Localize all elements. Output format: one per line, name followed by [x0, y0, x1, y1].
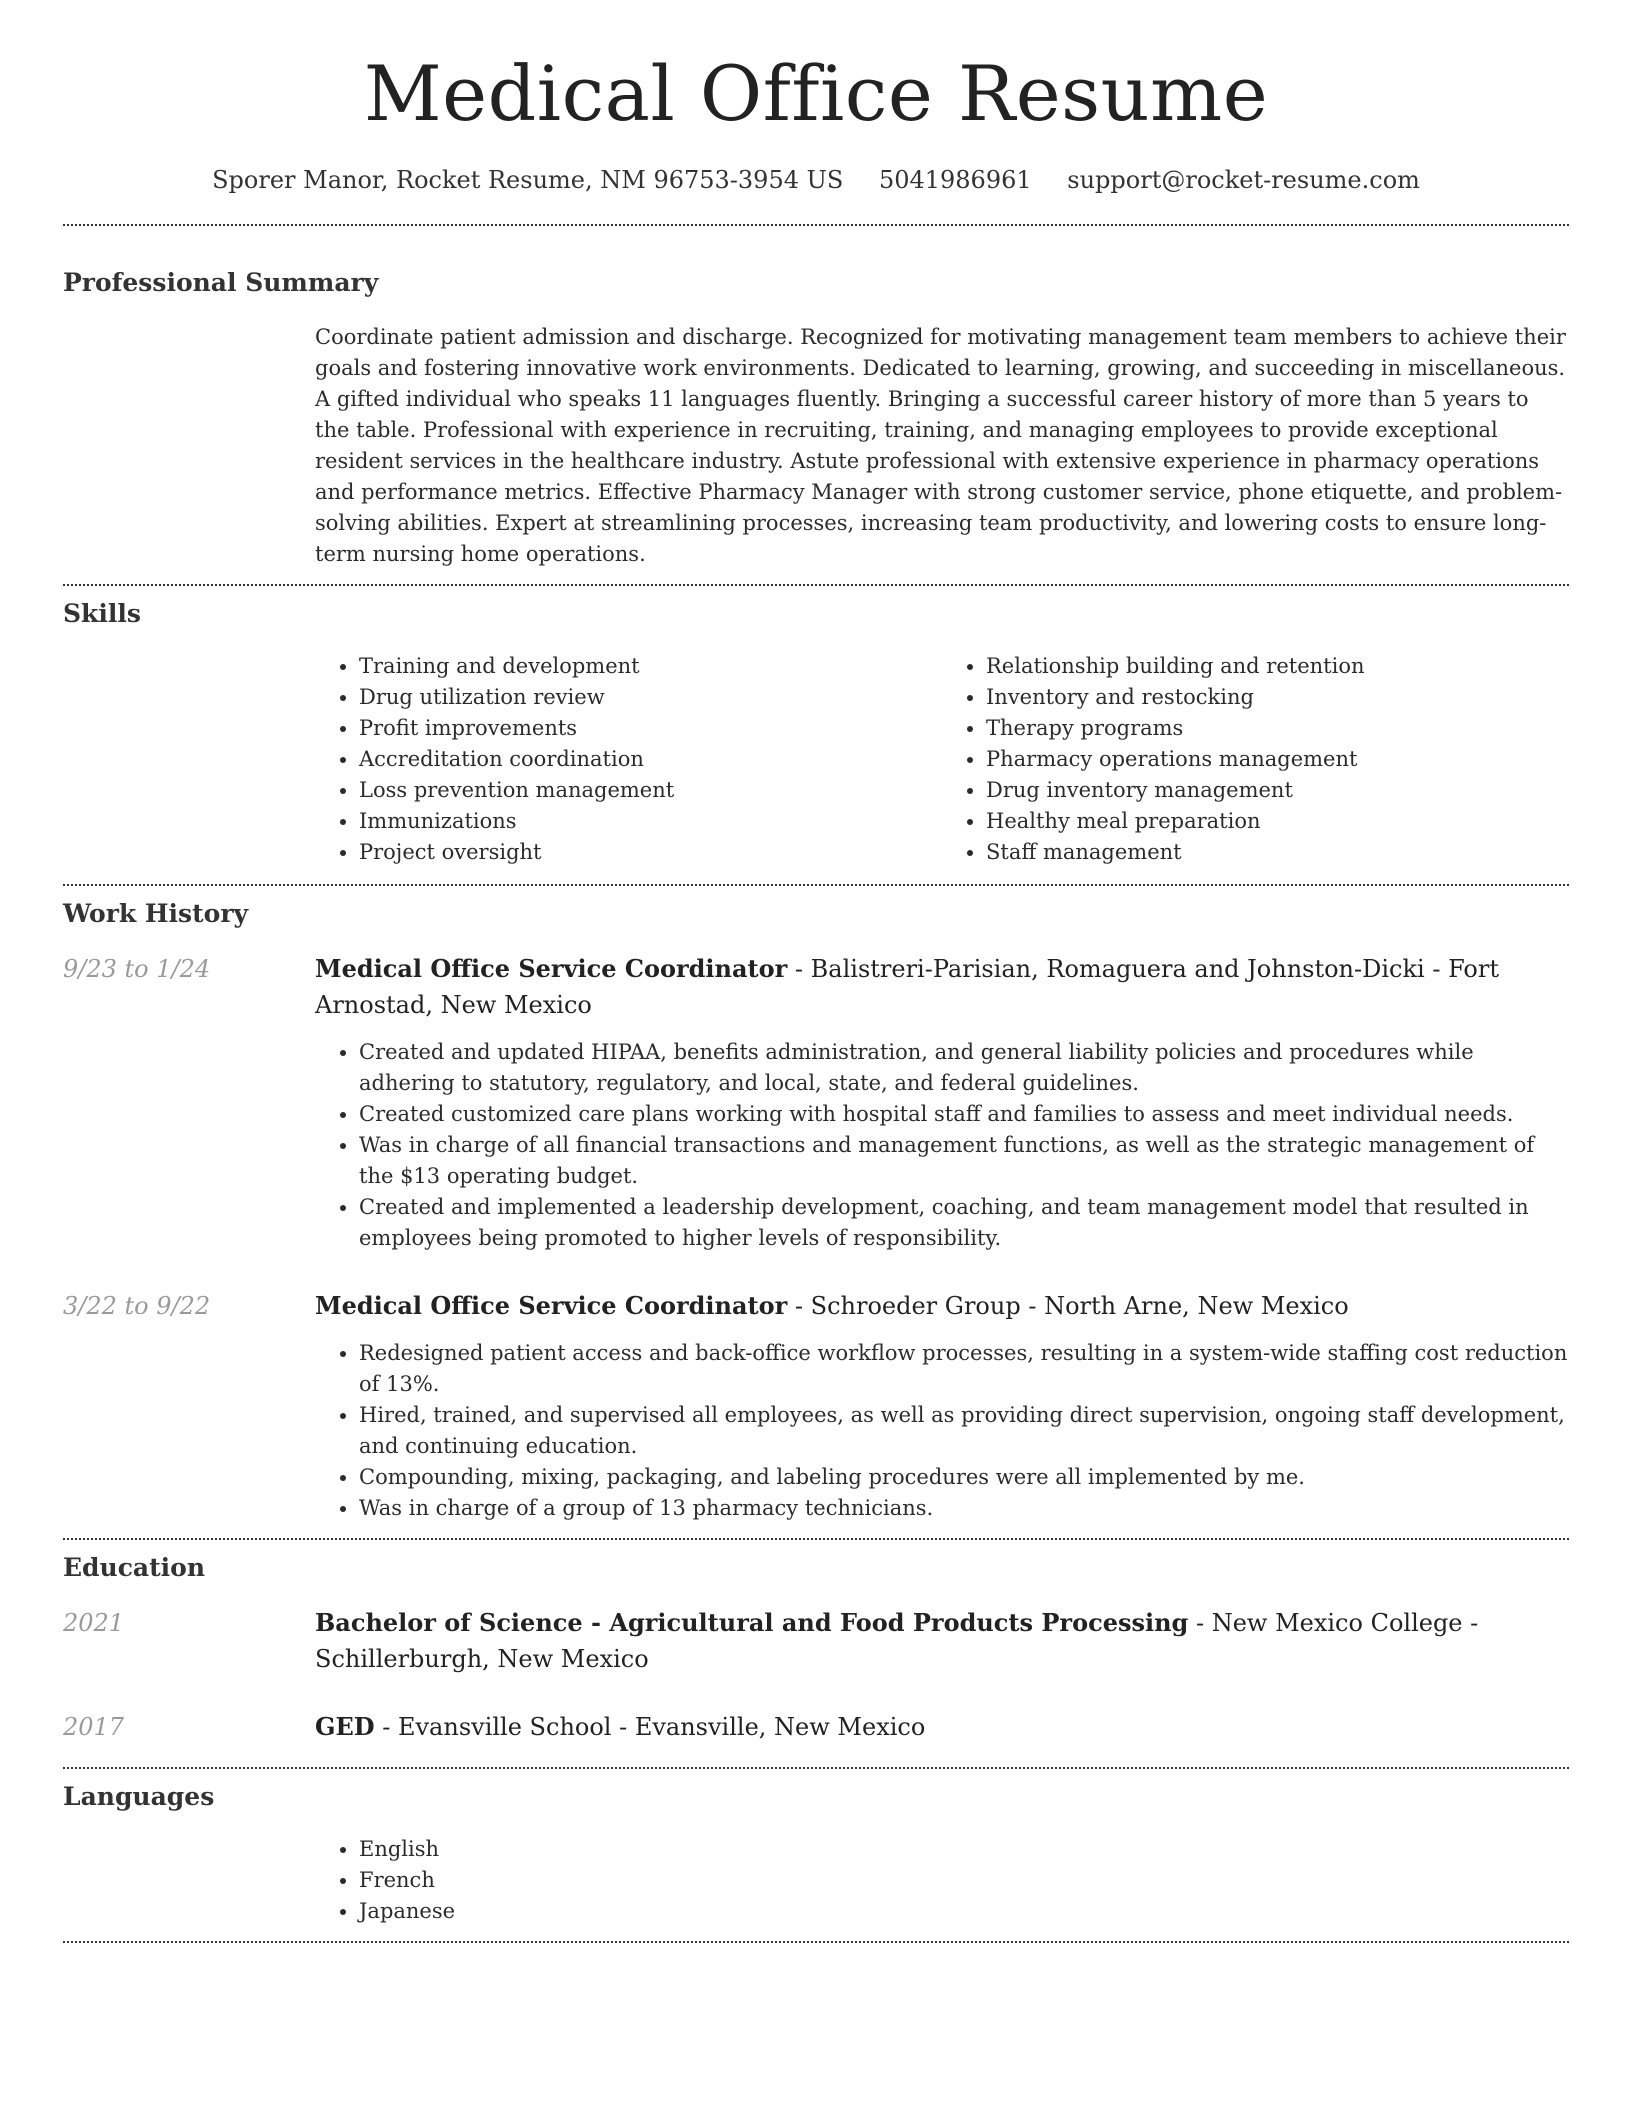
skill-item: • Healthy meal preparation [986, 806, 1569, 837]
skill-item: • Therapy programs [986, 713, 1569, 744]
job-entry [63, 951, 1569, 1254]
contact-address: Sporer Manor, Rocket Resume, NM 96753-3954 US [212, 165, 844, 194]
job-bullet: • Hired, trained, and supervised all employees, as well as providing direct supervision, ongoing staff development, and continuing education. [359, 1400, 1569, 1462]
job-bullet: • Created and implemented a leadership development, coaching, and team management model that resulted in employees being promoted to higher levels of responsibility. [359, 1192, 1569, 1254]
languages-heading: Languages [63, 1781, 215, 1811]
language-item: • Japanese [359, 1896, 1569, 1927]
skill-item: • Profit improvements [359, 713, 942, 744]
section-divider [63, 1941, 1569, 1943]
education-title [315, 1709, 1569, 1745]
languages-section [63, 1769, 1569, 1927]
skill-item: • Loss prevention management [359, 775, 942, 806]
skill-item: • Inventory and restocking [986, 682, 1569, 713]
skill-item: • Staff management [986, 837, 1569, 868]
language-item: • English [359, 1834, 1569, 1865]
education-details: - New Mexico College - Schillerburgh, New Mexico [315, 1608, 1479, 1673]
skill-item: • Relationship building and retention [986, 651, 1569, 682]
work-history-section [63, 886, 1569, 1538]
skills-grid [315, 651, 1569, 868]
skill-item: • Training and development [359, 651, 942, 682]
summary-section [63, 226, 1569, 570]
education-year: 2021 [63, 1608, 125, 1637]
job-bullet: • Was in charge of all financial transactions and management functions, as well as the strategic management of the $13 operating budget. [359, 1130, 1569, 1192]
education-year: 2017 [63, 1712, 125, 1741]
skills-list-right [942, 651, 1569, 868]
job-title [315, 1288, 1569, 1324]
skill-item: • Pharmacy operations management [986, 744, 1569, 775]
summary-text: Coordinate patient admission and discharge. Recognized for motivating management team members to achieve their goals and fostering innovative work environments. Dedicated to learning, growing, and succeeding in miscellaneous. A gifted individual who speaks 11 languages fluently. Bringing a successful career history of more than 5 years to the table. Professional with experience in recruiting, training, and managing employees to provide exceptional resident services in the healthcare industry. Astute professional with extensive experience in pharmacy operations and performance metrics. Effective Pharmacy Manager with strong customer service, phone etiquette, and problem-solving abilities. Expert at streamlining processes, increasing team productivity, and lowering costs to ensure long-term nursing home operations. [315, 324, 1566, 566]
skills-section [63, 586, 1569, 868]
job-dates: 3/22 to 9/22 [63, 1291, 211, 1320]
education-title [315, 1605, 1569, 1677]
job-bullet: • Redesigned patient access and back-office workflow processes, resulting in a system-wide staffing cost reduction of 13%. [359, 1338, 1569, 1400]
contact-email: support@rocket-resume.com [1067, 165, 1420, 194]
resume-header [63, 0, 1569, 194]
skills-list-left [315, 651, 942, 868]
job-bullets [315, 1037, 1569, 1254]
language-item: • French [359, 1865, 1569, 1896]
job-details: - Balistreri-Parisian, Romaguera and Johnston-Dicki - Fort Arnostad, New Mexico [315, 954, 1499, 1019]
education-degree: GED [315, 1711, 375, 1741]
job-bullets [315, 1338, 1569, 1524]
contact-phone: 5041986961 [878, 165, 1032, 194]
summary-heading: Professional Summary [63, 267, 379, 297]
skills-heading: Skills [63, 598, 141, 628]
contact-info [63, 166, 1569, 194]
education-degree: Bachelor of Science - Agricultural and Food Products Processing [315, 1607, 1189, 1637]
job-role: Medical Office Service Coordinator [315, 1290, 788, 1320]
education-section [63, 1540, 1569, 1767]
job-bullet: • Compounding, mixing, packaging, and labeling procedures were all implemented by me. [359, 1462, 1569, 1493]
skill-item: • Drug utilization review [359, 682, 942, 713]
education-entry [63, 1709, 1569, 1745]
skill-item: • Accreditation coordination [359, 744, 942, 775]
job-bullet: • Created customized care plans working with hospital staff and families to assess and meet individual needs. [359, 1099, 1569, 1130]
education-details: - Evansville School - Evansville, New Mexico [374, 1712, 926, 1741]
job-role: Medical Office Service Coordinator [315, 953, 788, 983]
job-dates: 9/23 to 1/24 [63, 954, 211, 983]
education-heading: Education [63, 1552, 206, 1582]
job-title [315, 951, 1569, 1023]
job-entry [63, 1288, 1569, 1524]
education-entry [63, 1605, 1569, 1677]
job-bullet: • Created and updated HIPAA, benefits administration, and general liability policies and procedures while adhering to statutory, regulatory, and local, state, and federal guidelines. [359, 1037, 1569, 1099]
resume-title: Medical Office Resume [363, 49, 1269, 138]
skill-item: • Immunizations [359, 806, 942, 837]
job-details: - Schroeder Group - North Arne, New Mexico [787, 1291, 1349, 1320]
skill-item: • Project oversight [359, 837, 942, 868]
languages-list [315, 1834, 1569, 1927]
work-history-heading: Work History [63, 898, 249, 928]
skill-item: • Drug inventory management [986, 775, 1569, 806]
job-bullet: • Was in charge of a group of 13 pharmacy technicians. [359, 1493, 1569, 1524]
